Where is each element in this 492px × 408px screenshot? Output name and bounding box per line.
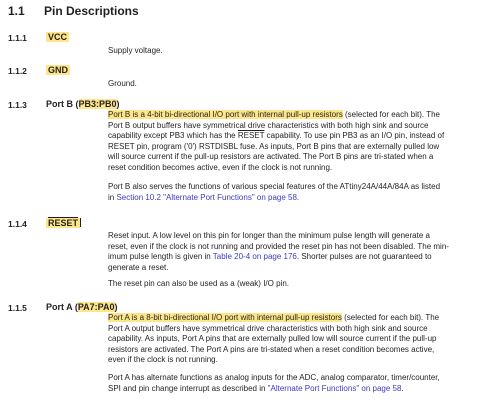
port-b-paragraph-2: Port B also serves the functions of various special features of the ATtiny24A/44A/84A as listed in Section 10.2 "Alternate Port Functions" on page 58. [108, 182, 441, 202]
port-a-paragraph-2: Port A has alternate functions as analog inputs for the ADC, analog comparator, timer/counter, SPI and pin change interrupt as described in "Alternate Port Functions" on page 58. [108, 373, 440, 393]
port-a-paragraph-1: Port A is a 8-bit bi-directional I/O port with internal pull-up resistors (selected for each bit). The Port A output buffers have symmetrical drive characteristics with both high sink and source capability. As inputs, Port A pins that are externally pulled low will source current if the pull-up resistors are activated. The Port A pins are tri-stated when a reset condition becomes active, even if the clock is not running. [108, 313, 440, 364]
reset-overline: RESET [237, 131, 265, 140]
subsection-title-port-a: Port A (PA7:PA0) [46, 302, 118, 312]
gnd-description: Ground. [108, 79, 137, 88]
subsection-title-port-b: Port B (PB3:PB0) [46, 99, 120, 109]
section-title: Pin Descriptions [44, 4, 139, 18]
subsection-number-vcc: 1.1.1 [8, 33, 27, 43]
link-alternate-port-functions-2[interactable]: "Alternate Port Functions" on page 58 [267, 383, 402, 393]
section-number: 1.1 [8, 4, 25, 18]
port-a-pins: PA7:PA0 [77, 302, 115, 312]
subsection-title-vcc: VCC [48, 32, 68, 42]
port-b-pins: PB3:PB0 [78, 99, 117, 109]
port-b-highlight: Port B is a 4-bit bi-directional I/O port with internal pull-up resistors [108, 110, 343, 119]
port-a-highlight: Port A is a 8-bit bi-directional I/O port with internal pull-up resistors [108, 313, 342, 322]
link-alternate-port-functions[interactable]: Section 10.2 "Alternate Port Functions" on page 58 [116, 192, 297, 202]
text-cursor [80, 218, 81, 227]
reset-paragraph-2: The reset pin can also be used as a (weak) I/O pin. [108, 279, 289, 288]
link-table-20-4[interactable]: Table 20-4 on page 176 [212, 252, 297, 261]
subsection-title-reset: RESET [46, 218, 81, 228]
vcc-description: Supply voltage. [108, 46, 163, 55]
subsection-number-port-b: 1.1.3 [8, 100, 27, 110]
subsection-number-reset: 1.1.4 [8, 219, 27, 229]
reset-paragraph-1: Reset input. A low level on this pin for longer than the minimum pulse length will generate a reset, even if the clock is not running and provided the reset pin has not been disabled. The min- imum pulse length is given in Table 20-4 on page 176. Shorter pulses are not guaranteed to generate a reset. [108, 231, 449, 272]
port-b-paragraph-1: Port B is a 4-bit bi-directional I/O port with internal pull-up resistors (selected for each bit). The Port B output buffers have symmetrical drive characteristics with both high sink and source capability except PB3 which has the RESET capability. To use pin PB3 as an I/O pin, instead of RESET pin, program ('0') RSTDISBL fuse. As inputs, Port B pins that are externally pulled low will source current if the pull-up resistors are activated. The Port B pins are tri-stated when a reset condition becomes active, even if the clock is not running. [108, 110, 445, 172]
subsection-number-port-a: 1.1.5 [8, 303, 27, 313]
subsection-title-gnd: GND [48, 65, 68, 75]
subsection-number-gnd: 1.1.2 [8, 66, 27, 76]
